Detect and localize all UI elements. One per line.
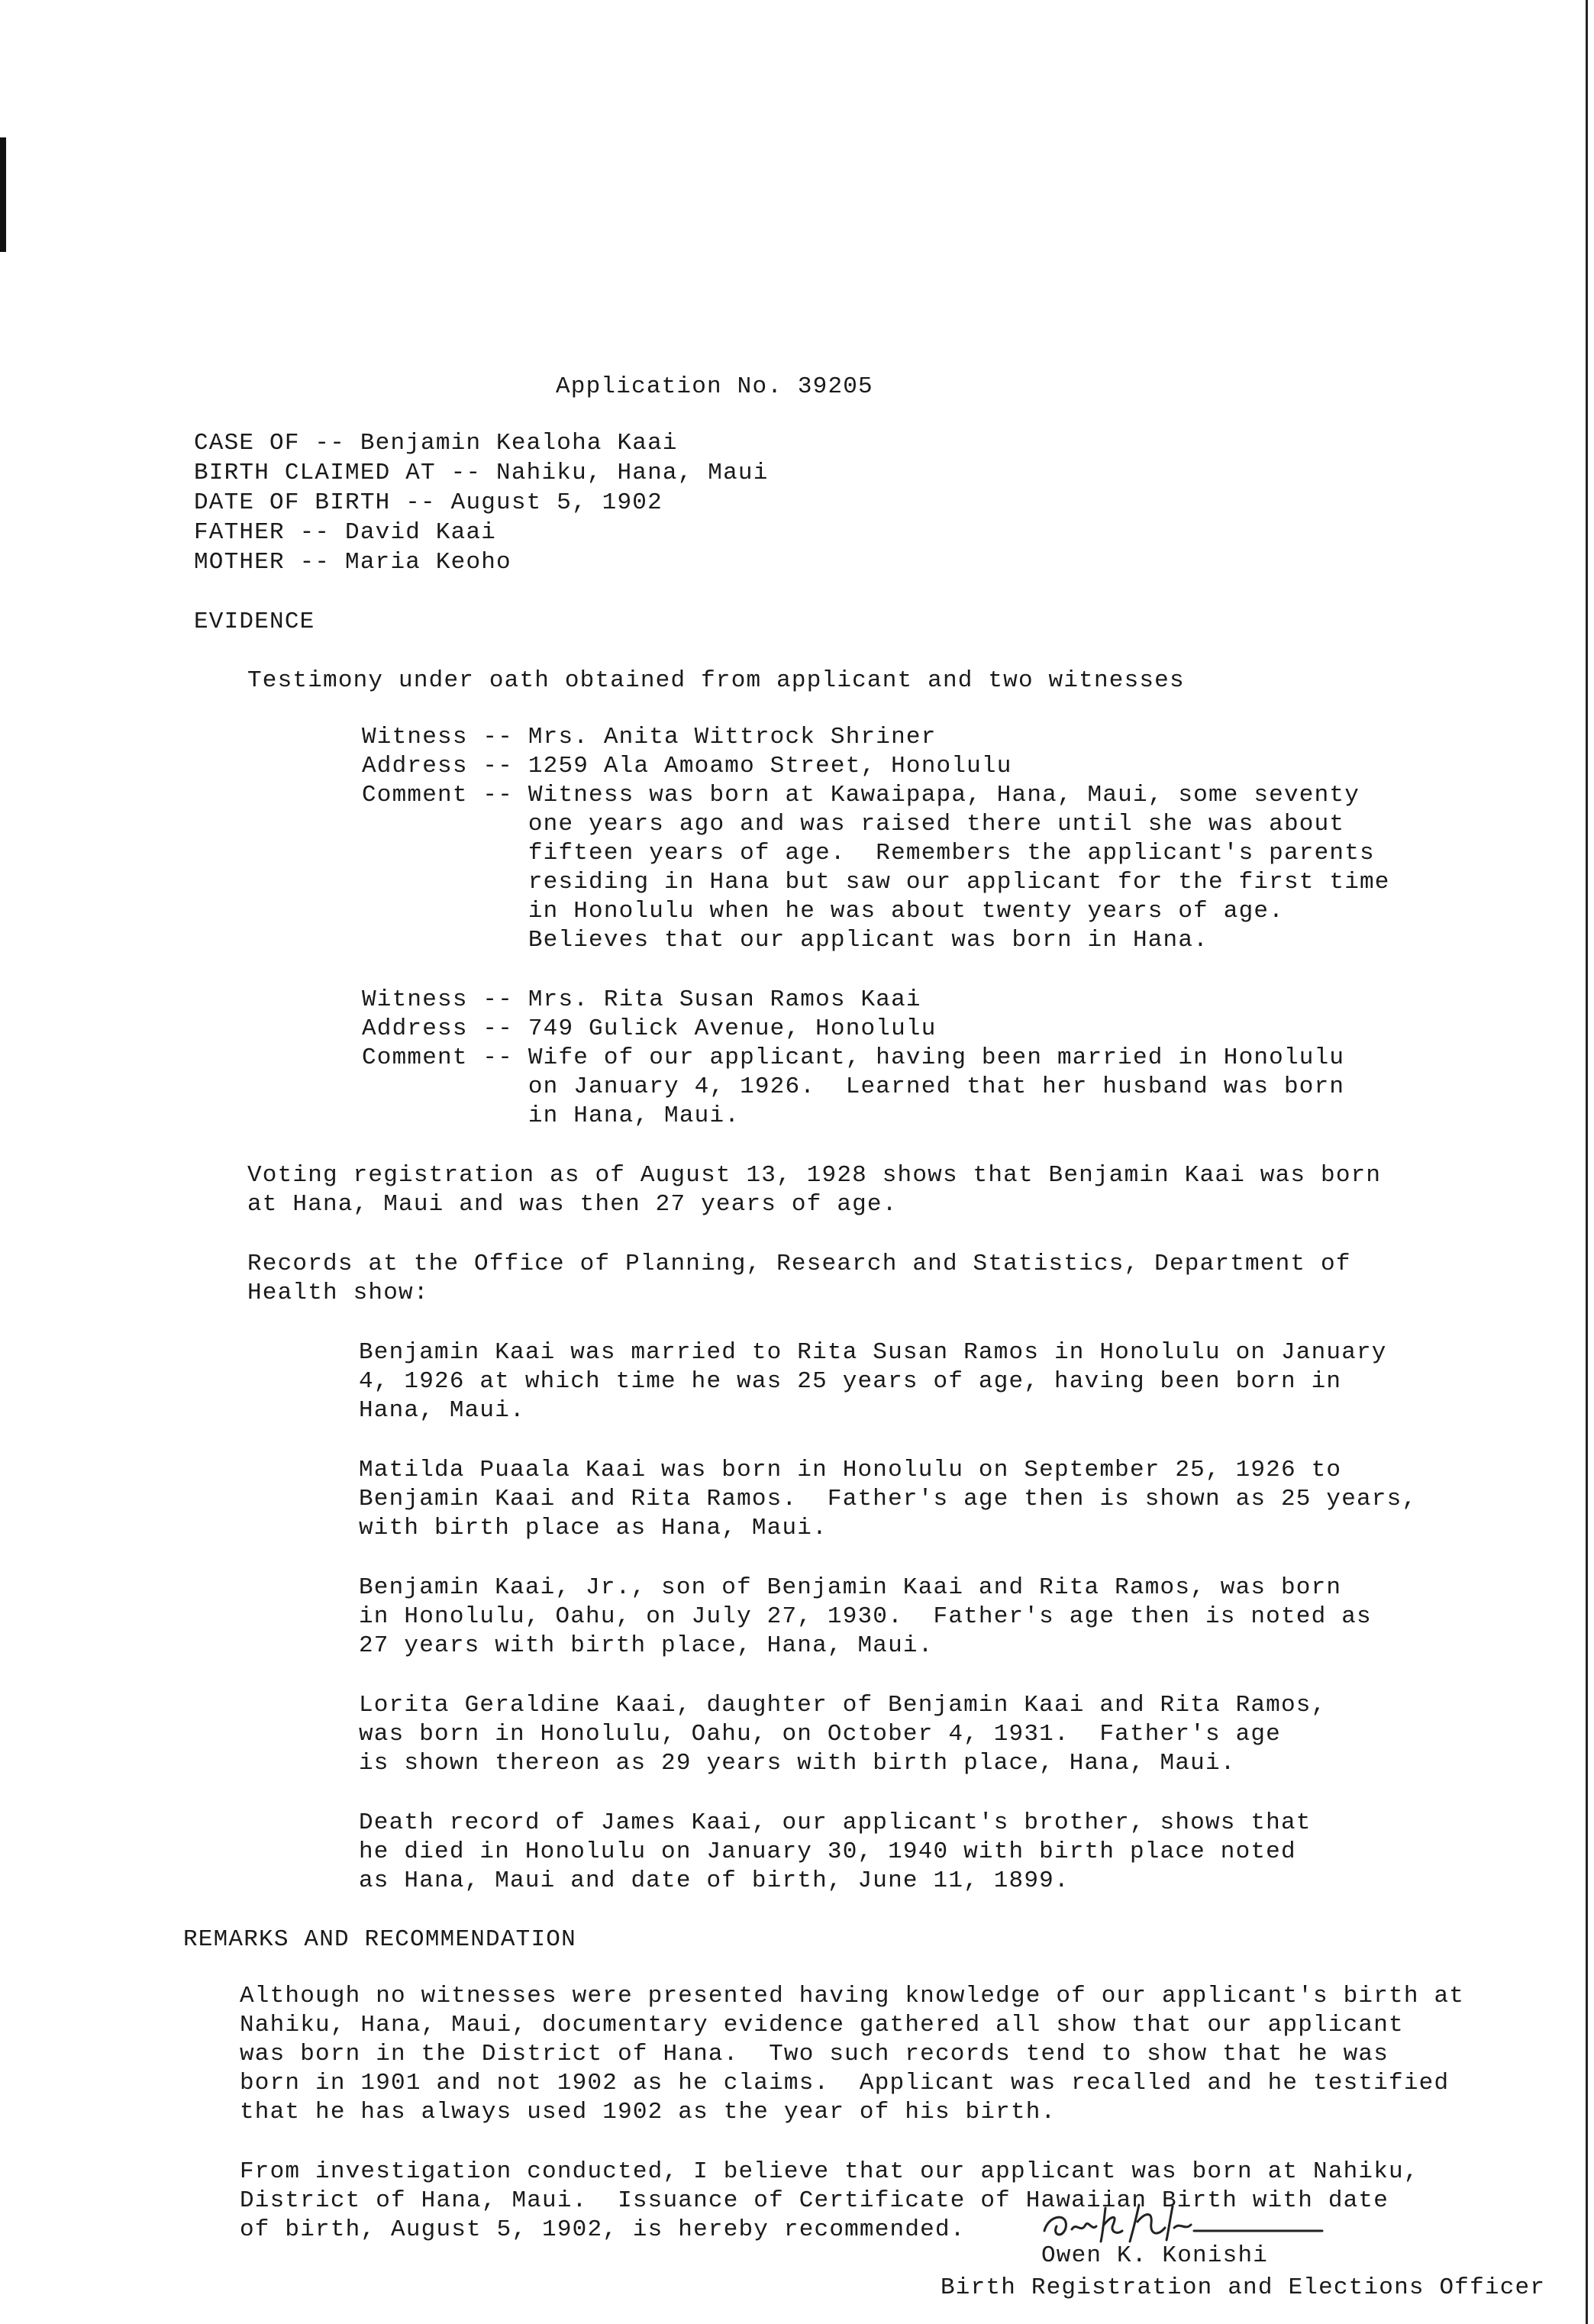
evidence-intro: Testimony under oath obtained from applicant and two witnesses [247, 667, 1185, 694]
witness2-name: Witness -- Mrs. Rita Susan Ramos Kaai [362, 986, 921, 1013]
record-matilda-line: Benjamin Kaai and Rita Ramos. Father's age then is shown as 25 years, [359, 1486, 1418, 1512]
witness1-comment-line: Believes that our applicant was born in Hana. [362, 927, 1208, 954]
witness2-comment: Comment -- Wife of our applicant, having been married in Honolulu [362, 1044, 1345, 1071]
witness1-comment-line: one years ago and was raised there until she was about [362, 811, 1345, 838]
witness1-comment-line: residing in Hana but saw our applicant for the first time [362, 869, 1390, 896]
witness1-comment-line: fifteen years of age. Remembers the applicant's parents [362, 840, 1375, 867]
remarks-heading: REMARKS AND RECOMMENDATION [183, 1926, 576, 1953]
scan-edge-right [1586, 0, 1588, 2324]
record-lorita: Lorita Geraldine Kaai, daughter of Benjamin Kaai and Rita Ramos, [359, 1692, 1327, 1719]
birth-claimed-at: BIRTH CLAIMED AT -- Nahiku, Hana, Maui [194, 460, 769, 486]
record-benjamin-jr-line: 27 years with birth place, Hana, Maui. [359, 1632, 934, 1659]
remarks-para1-line: born in 1901 and not 1902 as he claims. Applicant was recalled and he testified [240, 2070, 1450, 2096]
voting-registration: Voting registration as of August 13, 1928 shows that Benjamin Kaai was born [247, 1162, 1382, 1189]
signatory-title: Birth Registration and Elections Officer [941, 2274, 1546, 2301]
records-intro-line: Health show: [247, 1280, 429, 1306]
record-marriage: Benjamin Kaai was married to Rita Susan Ramos in Honolulu on January [359, 1339, 1387, 1366]
records-intro: Records at the Office of Planning, Research and Statistics, Department of [247, 1251, 1351, 1277]
record-matilda: Matilda Puaala Kaai was born in Honolulu on September 25, 1926 to [359, 1457, 1342, 1483]
remarks-para2-line: of birth, August 5, 1902, is hereby recommended. [240, 2216, 966, 2243]
remarks-para1: Although no witnesses were presented having knowledge of our applicant's birth at [240, 1983, 1465, 2009]
record-benjamin-jr-line: in Honolulu, Oahu, on July 27, 1930. Father's age then is noted as [359, 1603, 1372, 1630]
witness1-name: Witness -- Mrs. Anita Wittrock Shriner [362, 724, 937, 750]
evidence-heading: EVIDENCE [194, 608, 315, 635]
witness2-comment-line: in Hana, Maui. [362, 1102, 741, 1129]
record-lorita-line: is shown thereon as 29 years with birth place, Hana, Maui. [359, 1750, 1236, 1777]
remarks-para1-line: that he has always used 1902 as the year of his birth. [240, 2099, 1057, 2125]
remarks-para2: From investigation conducted, I believe that our applicant was born at Nahiku, [240, 2158, 1419, 2185]
scan-edge-left [0, 137, 6, 252]
signatory-name: Owen K. Konishi [1041, 2242, 1269, 2269]
remarks-para2-line: District of Hana, Maui. Issuance of Certificate of Hawaiian Birth with date [240, 2187, 1389, 2214]
witness2-address: Address -- 749 Gulick Avenue, Honolulu [362, 1015, 937, 1042]
record-matilda-line: with birth place as Hana, Maui. [359, 1515, 828, 1541]
application-number: Application No. 39205 [556, 373, 873, 400]
record-james-death: Death record of James Kaai, our applicant's brother, shows that [359, 1809, 1312, 1836]
voting-registration-line: at Hana, Maui and was then 27 years of age. [247, 1191, 898, 1218]
date-of-birth: DATE OF BIRTH -- August 5, 1902 [194, 489, 663, 516]
witness1-comment: Comment -- Witness was born at Kawaipapa, Hana, Maui, some seventy [362, 782, 1360, 809]
witness2-comment-line: on January 4, 1926. Learned that her husband was born [362, 1073, 1345, 1100]
record-lorita-line: was born in Honolulu, Oahu, on October 4, 1931. Father's age [359, 1721, 1281, 1748]
record-james-death-line: as Hana, Maui and date of birth, June 11, 1899. [359, 1867, 1070, 1894]
mother: MOTHER -- Maria Keoho [194, 549, 511, 576]
remarks-para1-line: Nahiku, Hana, Maui, documentary evidence gathered all show that our applicant [240, 2012, 1404, 2038]
case-of: CASE OF -- Benjamin Kealoha Kaai [194, 430, 678, 457]
remarks-para1-line: was born in the District of Hana. Two such records tend to show that he was [240, 2041, 1389, 2067]
record-benjamin-jr: Benjamin Kaai, Jr., son of Benjamin Kaai and Rita Ramos, was born [359, 1574, 1342, 1601]
record-marriage-line: Hana, Maui. [359, 1397, 525, 1424]
record-marriage-line: 4, 1926 at which time he was 25 years of age, having been born in [359, 1368, 1342, 1395]
father: FATHER -- David Kaai [194, 519, 497, 546]
witness1-address: Address -- 1259 Ala Amoamo Street, Honolulu [362, 753, 1012, 780]
witness1-comment-line: in Honolulu when he was about twenty years of age. [362, 898, 1284, 925]
record-james-death-line: he died in Honolulu on January 30, 1940 with birth place noted [359, 1838, 1296, 1865]
